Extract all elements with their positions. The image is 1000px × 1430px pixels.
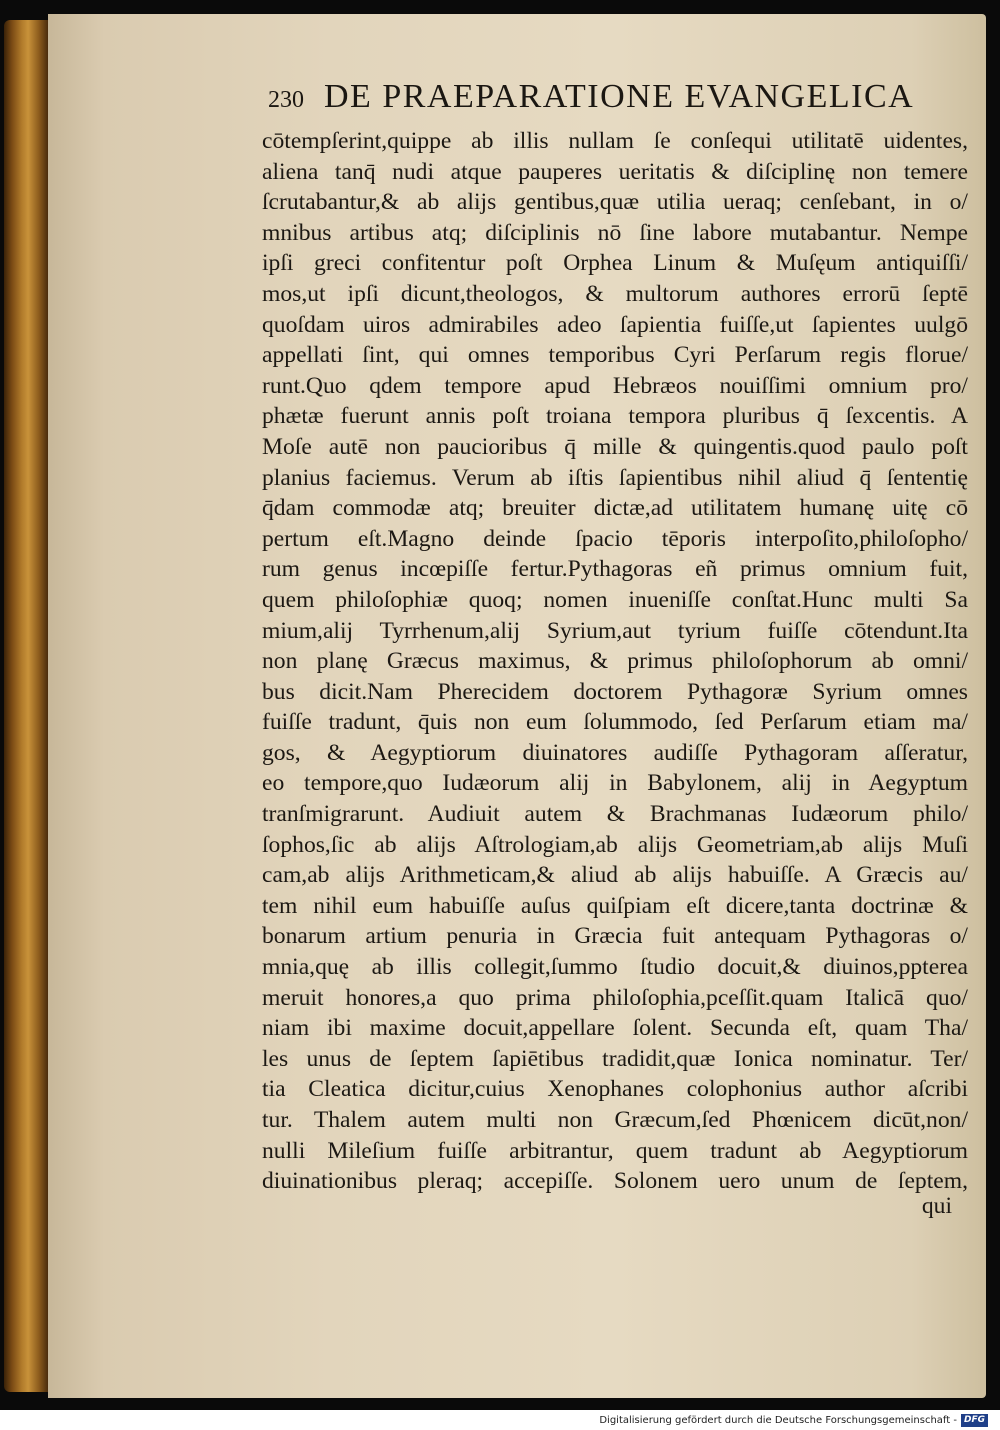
text-line: mium,alij Tyrrhenum,alij Syrium,aut tyrium fuiſſe cōtendunt.Ita [262,617,968,644]
text-line: mos,ut ipſi dicunt,theologos, & multorum authores errorū ſeptē [262,280,968,307]
text-line: tur. Thalem autem multi non Græcum,ſed Phœnicem dicūt,non/ [262,1107,968,1133]
text-line: quem philoſophiæ quoq; nomen inueniſſe conſtat.Hunc multi Sa [262,586,968,613]
text-line: mnibus artibus atq; diſciplinis nō ſine labore mutabantur. Nempe [262,219,968,246]
book-page-edges [4,20,48,1392]
footer-credit: Digitalisierung gefördert durch die Deutsche Forschungsgemeinschaft - [599,1414,957,1426]
text-line: tranſmigrarunt. Audiuit autem & Brachmanas Iudæorum philo/ [262,801,968,828]
text-line: bus dicit.Nam Pherecidem doctorem Pythagoræ Syrium omnes [262,678,968,705]
text-line: pertum eſt.Magno deinde ſpacio tēporis interpoſito,philoſopho/ [262,525,968,552]
text-line: diuinationibus pleraq; accepiſſe. Solonem uero unum de ſeptem, [262,1168,968,1195]
dfg-logo-icon: DFG [961,1414,988,1427]
text-line: ipſi greci confitentur poſt Orphea Linum & Muſęum antiquiſſi/ [262,250,968,277]
text-line: nulli Mileſium fuiſſe arbitrantur, quem tradunt ab Aegyptiorum [262,1137,968,1164]
text-line: niam ibi maxime docuit,appellare ſolent. Secunda eſt, quam Tha/ [262,1015,968,1042]
text-line: mnia,quę ab illis collegit,ſummo ſtudio docuit,& diuinos,pptereа [262,954,968,981]
text-line: ſophos,ſic ab alijs Aſtrologiam,ab alijs Geometriam,ab alijs Muſi [262,831,968,858]
page-number: 230 [268,87,304,113]
text-line: gos, & Aegyptiorum diuinatores audiſſe Pythagoram aſſeratur, [262,739,968,766]
text-line: runt.Quo qdem tempore apud Hebræos nouiſſimi omnium pro/ [262,372,968,399]
text-line: phætæ fuerunt annis poſt troiana tempora pluribus q̄ ſexcentis. A [262,403,968,430]
text-line: quoſdam uiros admirabiles adeo ſapientia fuiſſe,ut ſapientes uulgō [262,311,968,338]
text-line: bonarum artium penuria in Græcia fuit antequam Pythagoras o/ [262,923,968,950]
page-header [268,78,968,122]
text-line: tem nihil eum habuiſſe auſus quiſpiam eſt dicere,tanta doctrinæ & [262,892,968,919]
text-line: cōtempſerint,quippe ab illis nullam ſe conſequi utilitatē uidentes, [262,128,968,154]
text-line: meruit honores,a quo prima philoſophia,pceſſit.quam Italicā quo/ [262,984,968,1011]
text-line: ſcrutabantur,& ab alijs gentibus,quæ utilia ueraq; cenſebant, in o/ [262,189,968,216]
text-line: les unus de ſeptem ſapiētibus tradidit,quæ Ionica nominatur. Ter/ [262,1045,968,1072]
text-line: eo tempore,quo Iudæorum alij in Babylonem, alij in Aegyptum [262,770,968,797]
running-title: DE PRAEPARATIONE EVANGELICA [324,78,915,115]
text-line: cam,ab alijs Arithmeticam,& aliud ab alijs habuiſſe. A Græcis au/ [262,862,968,889]
text-line: rum genus incœpiſſe fertur.Pythagoras eñ primus omnium fuit, [262,556,968,583]
text-line: aliena tanq̄ nudi atque pauperes ueritatis & diſciplinę non temere [262,158,968,185]
body-text [262,126,968,1197]
text-line: tia Cleatica dicitur,cuius Xenophanes colophonius author aſcribi [262,1076,968,1103]
text-line: fuiſſe tradunt, q̄uis non eum ſolummodo, ſed Perſarum etiam ma/ [262,709,968,736]
catchword: qui [921,1193,952,1219]
text-line: non planę Græcus maximus, & primus philoſophorum ab omni/ [262,648,968,675]
footer [599,1413,988,1427]
text-line: Moſe autē non paucioribus q̄ mille & quingentis.quod paulo poſt [262,433,968,460]
text-line: planius faciemus. Verum ab iſtis ſapientibus nihil aliud q̄ ſententię [262,464,968,491]
text-line: appellati ſint, qui omnes temporibus Cyri Perſarum regis florue/ [262,342,968,369]
text-line: q̄dam commodæ atq; breuiter dictæ,ad utilitatem humanę uitę cō [262,495,968,522]
